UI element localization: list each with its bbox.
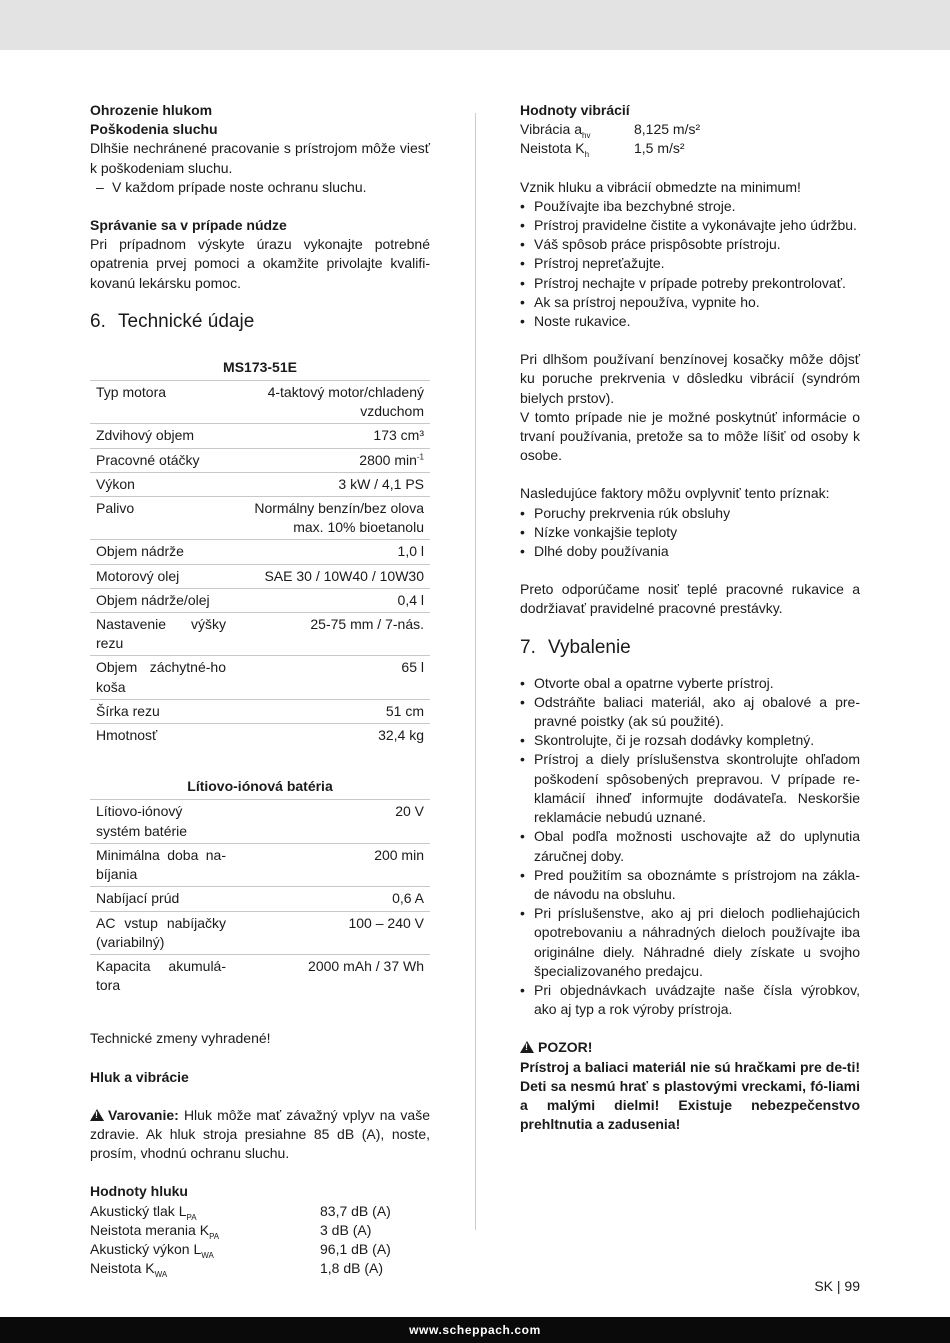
spec-row bbox=[90, 540, 430, 564]
spec-value bbox=[232, 381, 430, 424]
hearing-damage-text: Dlhšie nechránené pracovanie s prístrojom môže viesť k poškodeniam sluchu. bbox=[90, 140, 430, 176]
spec-value-text: 25-75 mm / 7-nás. bbox=[310, 616, 424, 633]
spec-row bbox=[90, 656, 430, 699]
vibration-value-label: Neistota $K_h$ bbox=[520, 140, 590, 160]
noise-value-row bbox=[90, 1221, 430, 1240]
vibration-value-row bbox=[520, 139, 860, 158]
section-7-heading bbox=[520, 636, 860, 660]
tech-changes-note: Technické zmeny vyhradené! bbox=[90, 1030, 271, 1047]
spec-label: Motorový olej bbox=[90, 564, 232, 588]
spec-value bbox=[232, 448, 430, 472]
spec-value bbox=[232, 656, 430, 699]
noise-value-label: Akustický výkon $L_{WA}$ bbox=[90, 1240, 214, 1260]
section-6-number: 6. bbox=[90, 310, 106, 332]
spec-value-text: 65 l bbox=[401, 659, 424, 676]
header-bar bbox=[0, 0, 950, 50]
hearing-damage-title: Poškodenia sluchu bbox=[90, 121, 218, 138]
spec-value bbox=[232, 699, 430, 723]
minimize-item: • Prístroj nepreťažujte. bbox=[520, 254, 860, 273]
spec-table bbox=[90, 356, 430, 747]
spec-row bbox=[90, 564, 430, 588]
spec-row bbox=[90, 588, 430, 612]
spec-value-text: SAE 30 / 10W40 / 10W30 bbox=[264, 567, 424, 584]
warning-label: Varovanie: bbox=[108, 1106, 179, 1123]
caution-label: POZOR! bbox=[538, 1039, 593, 1056]
spec-row bbox=[90, 424, 430, 448]
spec-value-text: 3 kW / 4,1 PS bbox=[338, 475, 424, 492]
emergency-title: Správanie sa v prípade núdze bbox=[90, 217, 287, 234]
spec-label: Pracovné otáčky bbox=[90, 448, 232, 472]
warning-paragraph bbox=[90, 1106, 430, 1164]
footer-url[interactable]: www.scheppach.com bbox=[0, 1317, 950, 1343]
minimize-item: • Váš spôsob práce prispôsobte prístroju. bbox=[520, 235, 860, 254]
spec-table-header: MS173-51E bbox=[90, 356, 430, 381]
noise-value-label: Akustický tlak $L_{PA}$ bbox=[90, 1202, 197, 1222]
battery-value bbox=[232, 911, 430, 954]
noise-value-value: 3 dB (A) bbox=[320, 1221, 372, 1238]
battery-value-text: 0,6 A bbox=[392, 890, 424, 907]
unpack-list bbox=[520, 674, 860, 1020]
battery-value bbox=[232, 800, 430, 843]
spec-row bbox=[90, 613, 430, 656]
unpack-item: • Pri príslušenstve, ako aj pri dieloch podliehajúcich opotrebovaniu a náhradných dieloch používajte iba originálne diely. Náhradné diely získate u svojho špecializovaného predajcu. bbox=[520, 904, 860, 981]
minimize-item: • Prístroj nechajte v prípade potreby prekontrolovať. bbox=[520, 274, 860, 293]
page-number: SK | 99 bbox=[814, 1278, 860, 1294]
section-6-heading bbox=[90, 310, 430, 334]
battery-value bbox=[232, 887, 430, 911]
section-6-title: Technické údaje bbox=[118, 310, 255, 332]
unpack-item: • Odstráňte baliaci materiál, ako aj obalové a pre-pravné poistky (ak sú použité). bbox=[520, 693, 860, 731]
spec-value-text: Normálny benzín/bez olova max. 10% bioetanolu bbox=[254, 500, 424, 536]
spec-label: Objem nádrže bbox=[90, 540, 232, 564]
unpack-item: • Skontrolujte, či je rozsah dodávky kompletný. bbox=[520, 731, 860, 750]
spec-value bbox=[232, 564, 430, 588]
spec-label: Palivo bbox=[90, 497, 232, 540]
spec-row bbox=[90, 699, 430, 723]
spec-label: Hmotnosť bbox=[96, 727, 158, 744]
battery-label: Lítiovo-iónový systém batérie bbox=[90, 800, 232, 843]
spec-value bbox=[232, 724, 430, 748]
battery-value bbox=[232, 843, 430, 886]
battery-value-text: 2000 mAh / 37 Wh bbox=[308, 957, 424, 974]
spec-value-text: 173 cm³ bbox=[373, 427, 424, 444]
left-column bbox=[90, 101, 430, 1278]
vibration-values-title: Hodnoty vibrácií bbox=[520, 102, 630, 118]
noise-value-row bbox=[90, 1259, 430, 1278]
battery-row bbox=[90, 843, 430, 886]
column-divider bbox=[475, 113, 476, 1230]
noise-value-row bbox=[90, 1202, 430, 1221]
vibration-value-row bbox=[520, 120, 860, 139]
factors-list bbox=[520, 504, 860, 562]
spec-label: Objem nádrže/olej bbox=[90, 588, 232, 612]
vibration-value-value: 8,125 m/s² bbox=[634, 121, 701, 138]
factor-item: • Poruchy prekrvenia rúk obsluhy bbox=[520, 504, 860, 523]
spec-value bbox=[232, 472, 430, 496]
unpack-item: • Prístroj a diely príslušenstva skontrolujte ohľadom poškodení spôsobených prepravou. V prípade re-klamácií ihneď informujte dodávateľa. Neskoršie reklamácie nebudú uznané. bbox=[520, 750, 860, 827]
spec-value-text: 2800 min bbox=[359, 451, 417, 468]
unpack-item: • Otvorte obal a opatrne vyberte prístroj. bbox=[520, 674, 860, 693]
emergency-text: Pri prípadnom výskyte úrazu vykonajte potrebné opatrenia prvej pomoci a okamžite privolajte kvalifi-kovanú lekársku pomoc. bbox=[90, 236, 430, 291]
hearing-protection-item: – V každom prípade noste ochranu sluchu. bbox=[90, 178, 430, 197]
noise-value-label: Neistota $K_{WA}$ bbox=[90, 1260, 168, 1279]
battery-value-text: 20 V bbox=[395, 803, 424, 820]
spec-value-sup: -1 bbox=[416, 451, 424, 461]
spec-value bbox=[232, 497, 430, 540]
caution-text: Prístroj a baliaci materiál nie sú hračkami pre de-ti! Deti sa nesmú hrať s plastovými vreckami, fó-liami a malými dielmi! Existuje nebezpečenstvo prehltnutia a zadusenia! bbox=[520, 1058, 860, 1133]
caution-heading bbox=[520, 1038, 860, 1057]
battery-label: Nabíjací prúd bbox=[90, 887, 232, 911]
spec-value bbox=[232, 424, 430, 448]
minimize-item: • Ak sa prístroj nepoužíva, vypnite ho. bbox=[520, 293, 860, 312]
noise-hazard-title: Ohrozenie hlukom bbox=[90, 102, 213, 118]
spec-label: Nastavenie výšky rezu bbox=[90, 613, 232, 656]
battery-row bbox=[90, 911, 430, 954]
spec-value bbox=[232, 613, 430, 656]
factor-item: • Nízke vonkajšie teploty bbox=[520, 523, 860, 542]
minimize-list bbox=[520, 197, 860, 331]
factors-intro: Nasledujúce faktory môžu ovplyvniť tento príznak: bbox=[520, 485, 830, 502]
battery-value bbox=[232, 954, 430, 997]
noise-value-value: 83,7 dB (A) bbox=[320, 1202, 391, 1219]
battery-label: Kapacita akumulá-tora bbox=[96, 957, 226, 994]
battery-row bbox=[90, 954, 430, 997]
spec-label: Objem záchytné-ho koša bbox=[90, 656, 232, 699]
battery-table bbox=[90, 775, 430, 997]
noise-value-value: 96,1 dB (A) bbox=[320, 1240, 391, 1257]
vibration-value-value: 1,5 m/s² bbox=[634, 140, 685, 157]
noise-value-label: Neistota merania $K_{PA}$ bbox=[90, 1221, 220, 1241]
long-use-text: Pri dlhšom používaní benzínovej kosačky môže dôjsť ku poruche prekrvenia v dôsledku vibrácií (syndróm bielych prstov). bbox=[520, 351, 860, 406]
battery-value-text: 200 min bbox=[374, 846, 424, 863]
spec-row bbox=[90, 472, 430, 496]
spec-row bbox=[90, 724, 430, 748]
spec-row bbox=[90, 497, 430, 540]
minimize-item: • Noste rukavice. bbox=[520, 312, 860, 331]
noise-value-row bbox=[90, 1240, 430, 1259]
battery-row bbox=[90, 887, 430, 911]
spec-label: Zdvihový objem bbox=[90, 424, 232, 448]
recommend-text: Preto odporúčame nosiť teplé pracovné rukavice a dodržiavať pravidelné pracovné prestávky. bbox=[520, 581, 860, 617]
minimize-item: • Prístroj pravidelne čistite a vykonávajte jeho údržbu. bbox=[520, 216, 860, 235]
spec-value bbox=[232, 540, 430, 564]
battery-label: Minimálna doba na-bíjania bbox=[90, 843, 232, 886]
spec-value bbox=[232, 588, 430, 612]
spec-value-text: 1,0 l bbox=[397, 543, 424, 560]
noise-vibration-title: Hluk a vibrácie bbox=[90, 1068, 189, 1085]
minimize-item: • Používajte iba bezchybné stroje. bbox=[520, 197, 860, 216]
spec-row bbox=[90, 381, 430, 424]
section-7-number: 7. bbox=[520, 636, 536, 658]
spec-label: Výkon bbox=[90, 472, 232, 496]
noise-values-list bbox=[90, 1202, 430, 1279]
spec-value-text: 4-taktový motor/chladený vzduchom bbox=[267, 384, 424, 420]
spec-label: Šírka rezu bbox=[90, 699, 232, 723]
battery-value-text: 100 – 240 V bbox=[348, 914, 424, 931]
warning-text: Hluk môže mať závažný vplyv na vaše zdravie. Ak hluk stroja presiahne 85 dB (A), noste, prosím, vhodnú ochranu sluchu. bbox=[90, 1106, 430, 1162]
spec-row bbox=[90, 448, 430, 472]
battery-row bbox=[90, 800, 430, 843]
section-7-title: Vybalenie bbox=[548, 636, 631, 658]
caution-icon bbox=[520, 1041, 534, 1053]
battery-table-header: Lítiovo-iónová batéria bbox=[90, 775, 430, 800]
vibration-values-list bbox=[520, 120, 860, 158]
spec-value-text: 51 cm bbox=[385, 702, 424, 719]
factor-item: • Dlhé doby používania bbox=[520, 542, 860, 561]
unpack-item: • Pri objednávkach uvádzajte naše čísla výrobkov, ako aj typ a rok výroby prístroja. bbox=[520, 981, 860, 1019]
spec-value-text: 32,4 kg bbox=[378, 727, 424, 744]
spec-value-text: 0,4 l bbox=[397, 591, 424, 608]
warning-icon bbox=[90, 1109, 104, 1121]
noise-value-value: 1,8 dB (A) bbox=[320, 1260, 384, 1277]
vibration-value-label: Vibrácia $a_{hv}$ bbox=[520, 121, 591, 140]
unpack-item: • Pred použitím sa oboznámte s prístrojom na zákla-de návodu na obsluhu. bbox=[520, 866, 860, 904]
minimize-intro: Vznik hluku a vibrácií obmedzte na minimum! bbox=[520, 178, 801, 195]
noise-values-title: Hodnoty hluku bbox=[90, 1183, 188, 1200]
spec-label: Typ motora bbox=[90, 381, 232, 424]
battery-label: AC vstup nabíjačky (variabilný) bbox=[90, 911, 232, 954]
unpack-item: • Obal podľa možnosti uschovajte až do uplynutia záručnej doby. bbox=[520, 827, 860, 865]
right-column bbox=[520, 101, 860, 1134]
duration-info-text: V tomto prípade nie je možné poskytnúť informácie o trvaní používania, pretože sa to môže líšiť od osoby k osobe. bbox=[520, 408, 860, 464]
